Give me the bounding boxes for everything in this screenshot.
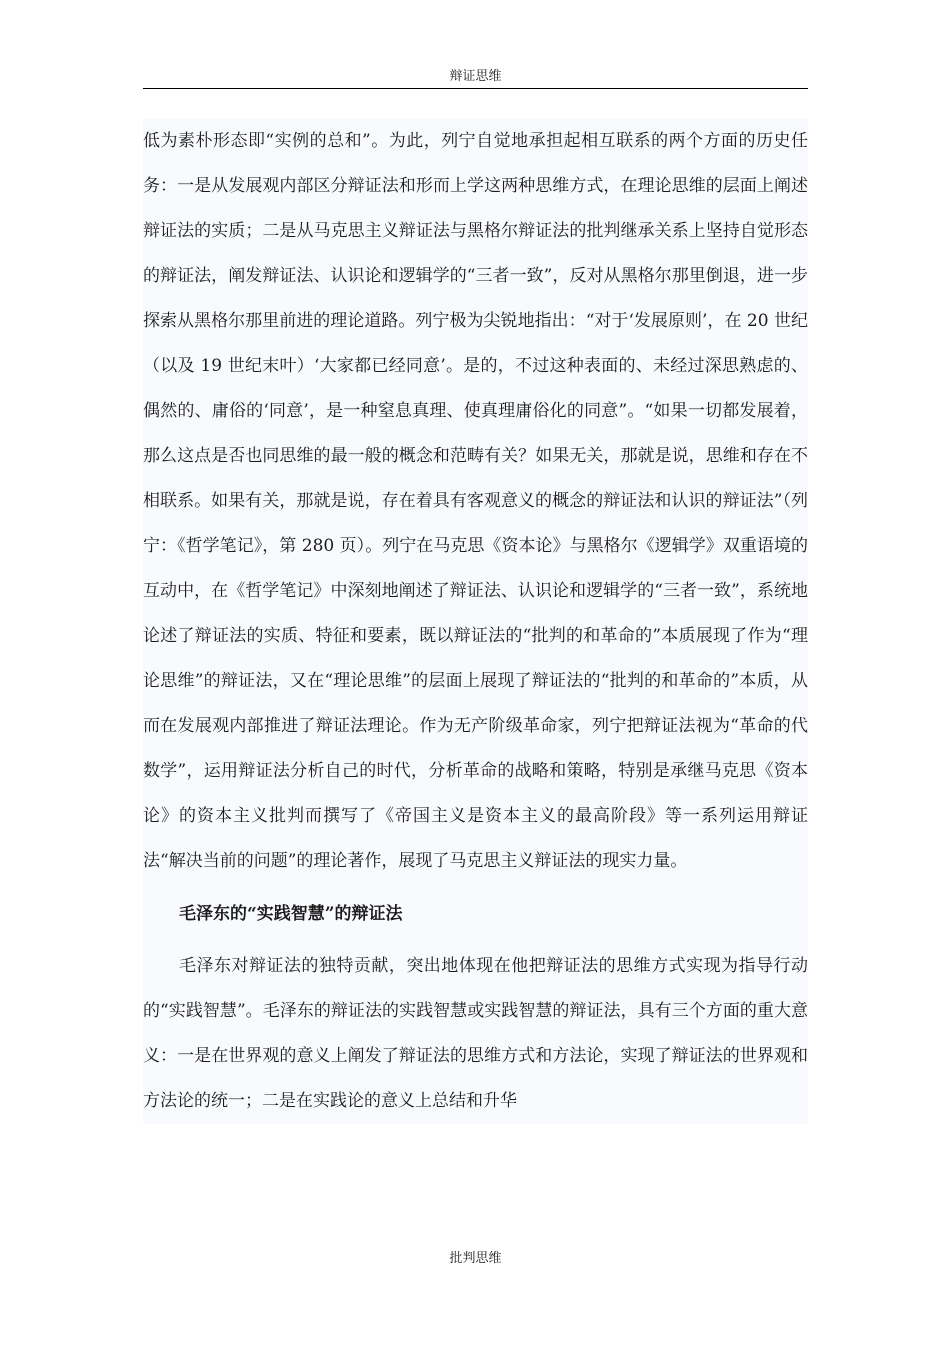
page-header: 辩证思维 xyxy=(449,69,502,84)
header-divider xyxy=(143,88,808,89)
page-footer: 批判思维 xyxy=(449,1251,502,1266)
document-body xyxy=(143,119,808,1124)
section-heading: 毛泽东的“实践智慧”的辩证法 xyxy=(179,904,403,924)
body-paragraph: 毛泽东对辩证法的独特贡献，突出地体现在他把辩证法的思维方式实现为指导行动的“实践智慧”。毛泽东的辩证法的实践智慧或实践智慧的辩证法，具有三个方面的重大意义：一是在世界观的意义上阐发了辩证法的思维方式和方法论，实现了辩证法的世界观和方法论的统一；二是在实践论的意义上总结和升华 xyxy=(143,956,808,1111)
body-paragraph: 低为素朴形态即“实例的总和”。为此，列宁自觉地承担起相互联系的两个方面的历史任务：一是从发展观内部区分辩证法和形而上学这两种思维方式，在理论思维的层面上阐述辩证法的实质；二是从马克思主义辩证法与黑格尔辩证法的批判继承关系上坚持自觉形态的辩证法，阐发辩证法、认识论和逻辑学的“三者一致”，反对从黑格尔那里倒退，进一步探索从黑格尔那里前进的理论道路。列宁极为尖锐地指出：“对于‘发展原则’，在 20 世纪（以及 19 世纪末叶）‘大家都已经同意’。是的，不过这种表面的、未经过深思熟虑的、偶然的、庸俗的‘同意’，是一种窒息真理、使真理庸俗化的同意”。“如果一切都发展着，那么这点是否也同思维的最一般的概念和范畴有关？如果无关，那就是说，思维和存在不相联系。如果有关，那就是说，存在着具有客观意义的概念的辩证法和认识的辩证法”（列宁：《哲学笔记》，第 280 页）。列宁在马克思《资本论》与黑格尔《逻辑学》双重语境的互动中，在《哲学笔记》中深刻地阐述了辩证法、认识论和逻辑学的“三者一致”，系统地论述了辩证法的实质、特征和要素，既以辩证法的“批判的和革命的”本质展现了作为“理论思维”的辩证法，又在“理论思维”的层面上展现了辩证法的“批判的和革命的”本质，从而在发展观内部推进了辩证法理论。作为无产阶级革命家，列宁把辩证法视为“革命的代数学”，运用辩证法分析自己的时代，分析革命的战略和策略，特别是承继马克思《资本论》的资本主义批判而撰写了《帝国主义是资本主义的最高阶段》等一系列运用辩证法“解决当前的问题”的理论著作，展现了马克思主义辩证法的现实力量。 xyxy=(143,131,808,871)
